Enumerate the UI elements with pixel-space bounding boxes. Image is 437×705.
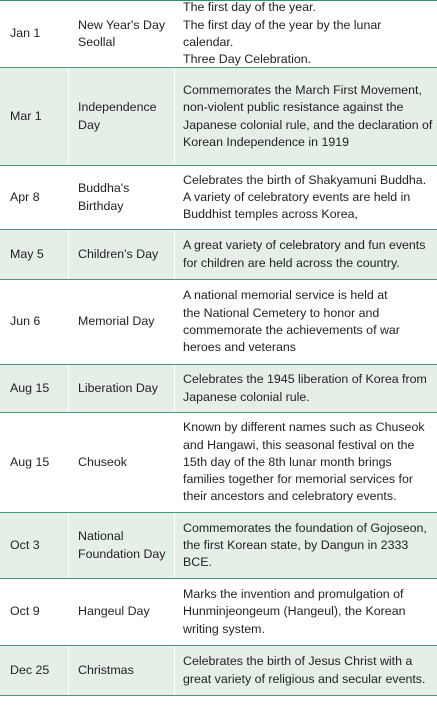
holiday-name-cell: New Year's Day Seollal bbox=[68, 1, 174, 67]
holiday-name-cell: National Foundation Day bbox=[68, 513, 174, 578]
table-row bbox=[0, 1, 437, 68]
description-cell: Known by different names such as Chuseok and Hangawi, this seasonal festival on the 15th day of the 8th lunar month brings families together for memorial services for their ancestors and celebratory events. bbox=[174, 413, 437, 512]
date-cell: Jun 6 bbox=[10, 314, 41, 329]
date-cell: Mar 1 bbox=[10, 108, 42, 123]
description-cell: Celebrates the birth of Shakyamuni Buddha. A variety of celebratory events are held in Buddhist temples across Korea, bbox=[174, 166, 437, 229]
holiday-name-cell: Buddha's Birthday bbox=[68, 166, 174, 229]
holiday-name-cell: Chuseok bbox=[68, 413, 174, 512]
table-row bbox=[0, 513, 437, 579]
table-row bbox=[0, 280, 437, 365]
holiday-name-cell: Christmas bbox=[68, 646, 174, 695]
holiday-name-cell: Liberation Day bbox=[68, 365, 174, 412]
table-row bbox=[0, 413, 437, 513]
date-cell: May 5 bbox=[10, 246, 44, 261]
description-cell: Commemorates the foundation of Gojoseon, the first Korean state, by Dangun in 2333 BCE. bbox=[174, 513, 437, 578]
table-row bbox=[0, 68, 437, 166]
date-cell: Dec 25 bbox=[10, 662, 50, 677]
description-cell: The first day of the year. The first day of the year by the lunar calendar. Three Day Celebration. bbox=[174, 1, 437, 67]
description-cell: A national memorial service is held at the National Cemetery to honor and commemorate the achievements of war heroes and veterans bbox=[174, 280, 437, 364]
holiday-name-cell: Independence Day bbox=[68, 68, 174, 165]
holiday-name-cell: Hangeul Day bbox=[68, 579, 174, 645]
date-cell: Oct 3 bbox=[10, 537, 40, 552]
description-cell: Celebrates the 1945 liberation of Korea from Japanese colonial rule. bbox=[174, 365, 437, 412]
date-cell: Apr 8 bbox=[10, 189, 40, 204]
description-cell: Commemorates the March First Movement, non-violent public resistance against the Japanese colonial rule, and the declaration of Korean Independence in 1919 bbox=[174, 68, 437, 165]
date-cell: Oct 9 bbox=[10, 604, 40, 619]
holiday-name-cell: Memorial Day bbox=[68, 280, 174, 364]
table-row bbox=[0, 230, 437, 280]
description-cell: Marks the invention and promulgation of Hunminjeongeum (Hangeul), the Korean writing system. bbox=[174, 579, 437, 645]
table-row bbox=[0, 646, 437, 696]
description-cell: Celebrates the birth of Jesus Christ with a great variety of religious and secular events. bbox=[174, 646, 437, 695]
table-row bbox=[0, 579, 437, 646]
date-cell: Aug 15 bbox=[10, 454, 50, 469]
description-cell: A great variety of celebratory and fun events for children are held across the country. bbox=[174, 230, 437, 279]
date-cell: Aug 15 bbox=[10, 380, 50, 395]
table-row bbox=[0, 365, 437, 413]
date-cell: Jan 1 bbox=[10, 26, 41, 41]
table-row bbox=[0, 166, 437, 230]
holiday-name-cell: Children's Day bbox=[68, 230, 174, 279]
